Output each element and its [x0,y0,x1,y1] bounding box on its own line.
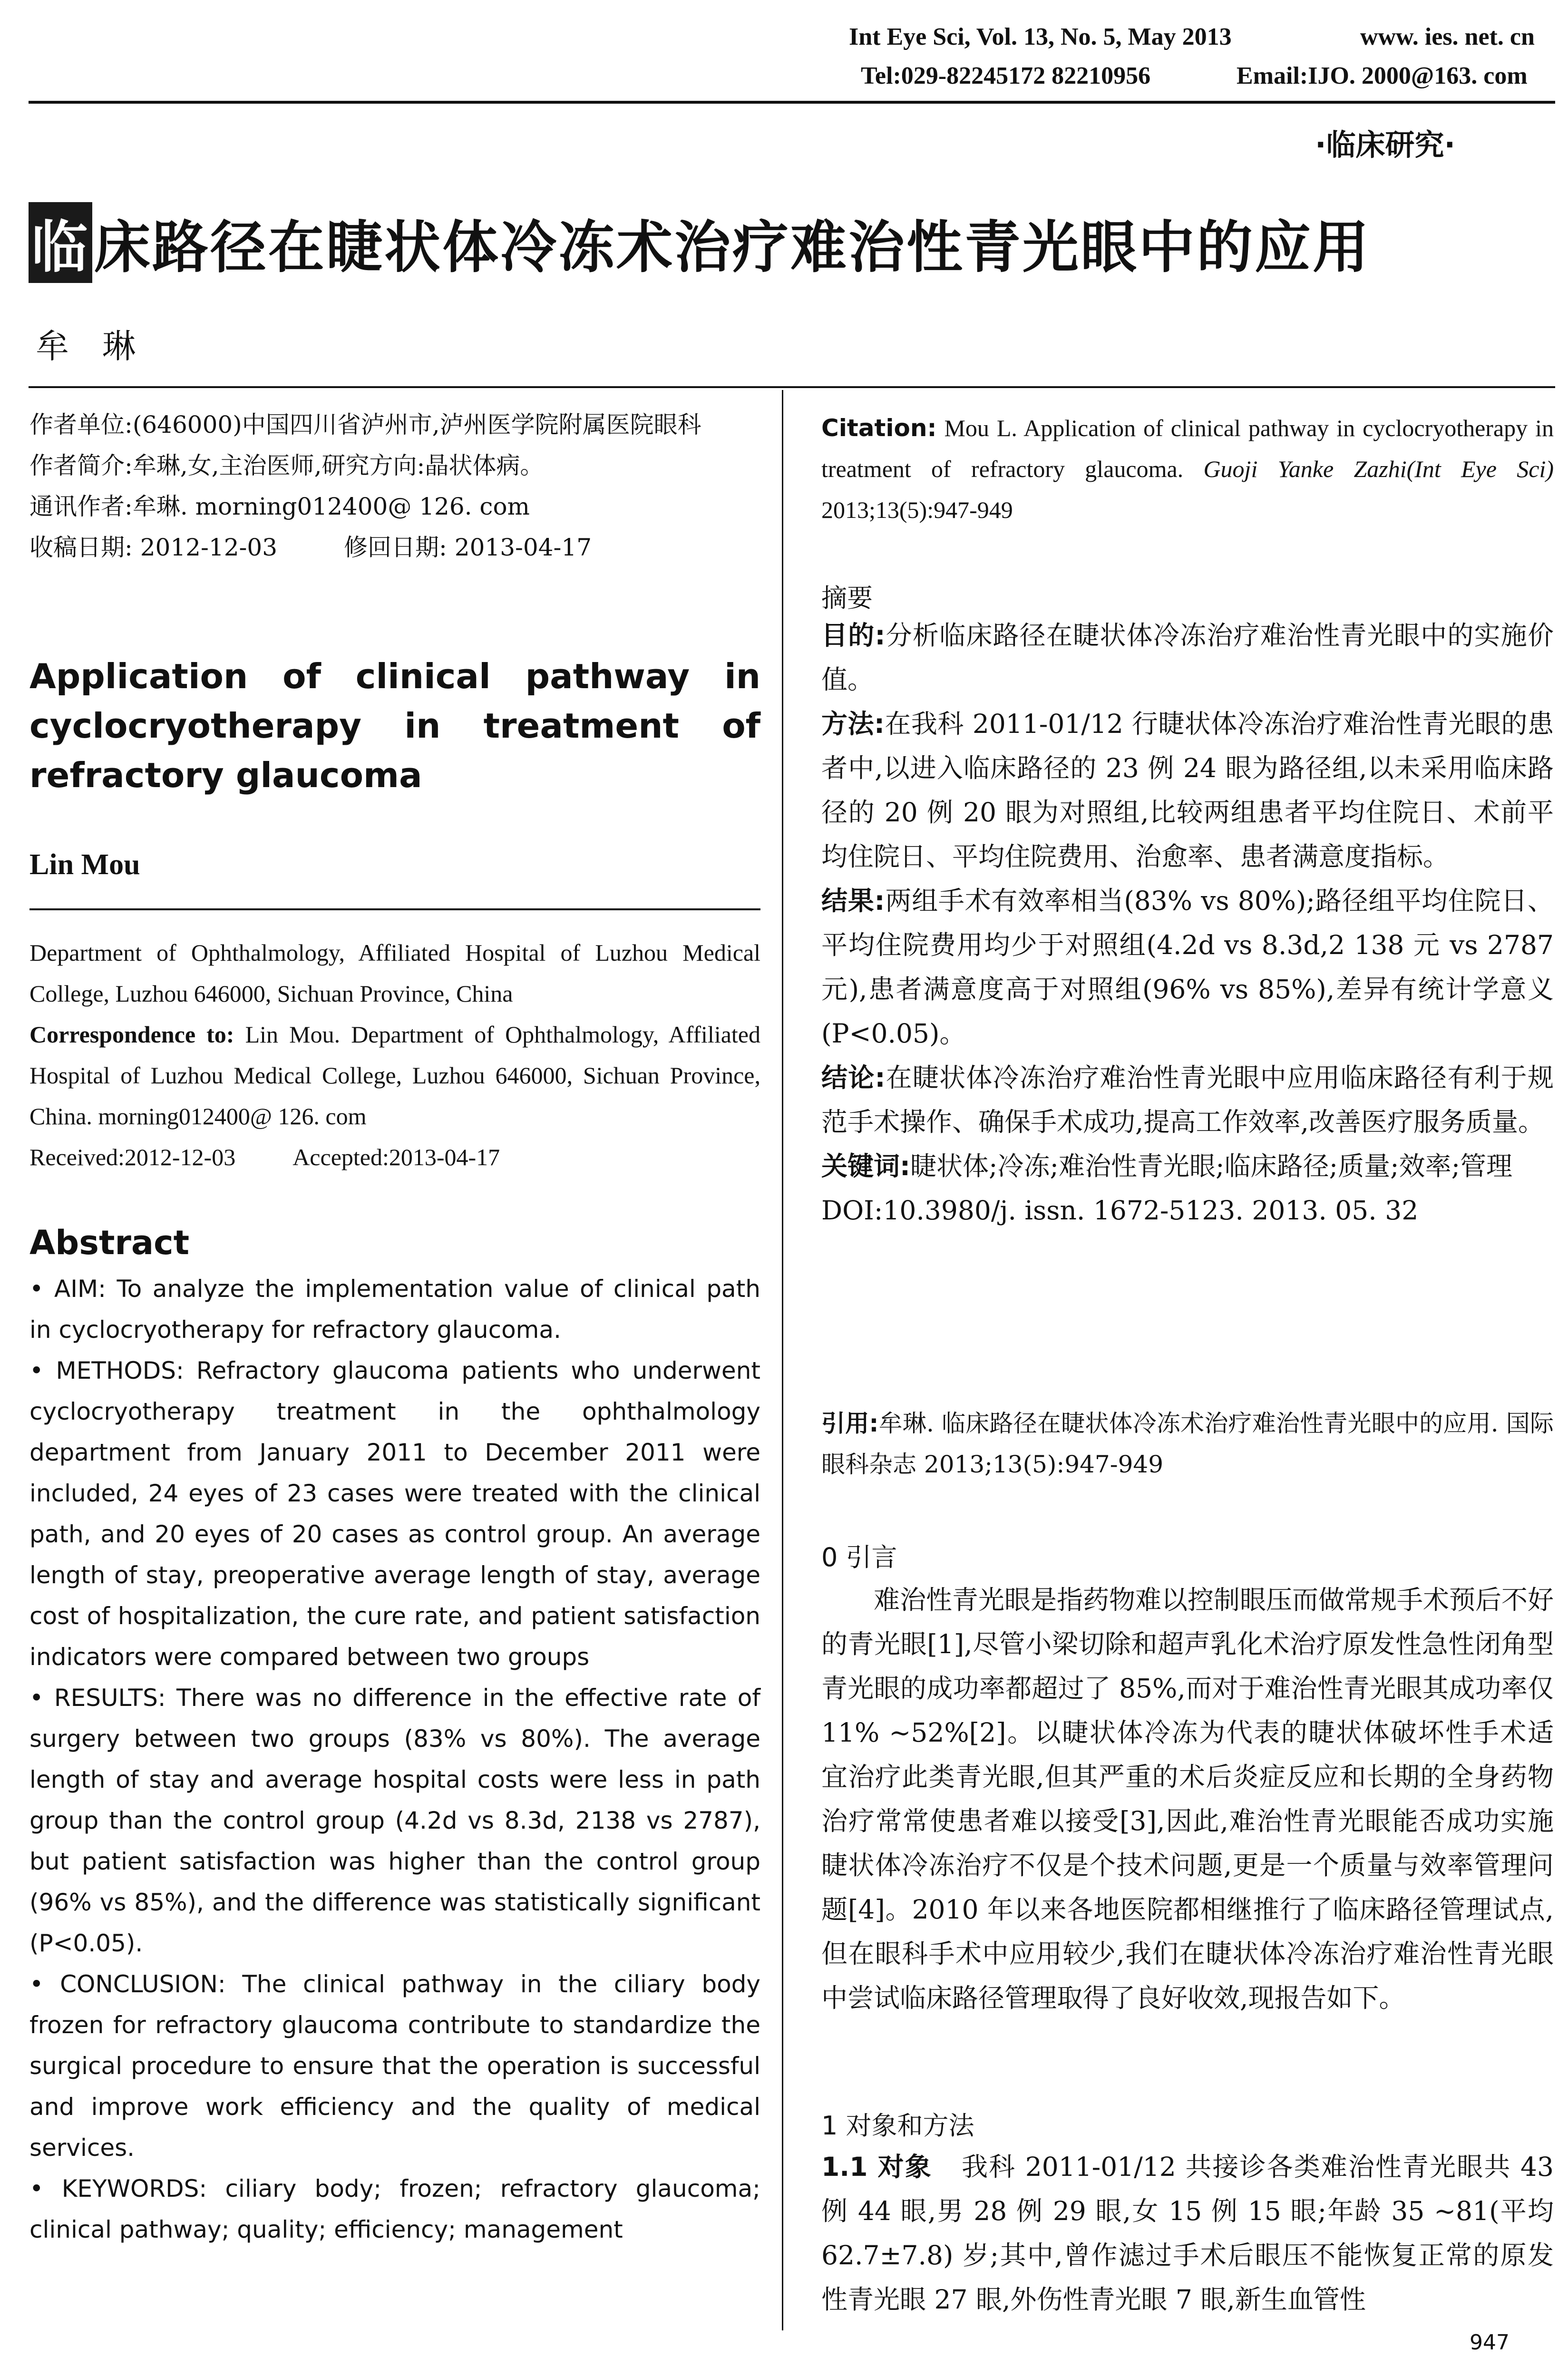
author-bio: 作者简介:牟琳,女,主治医师,研究方向:晶状体病。 [29,452,544,479]
cn-methods-text: 在我科 2011-01/12 行睫状体冷冻治疗难治性青光眼的患者中,以进入临床路径的 23 例 24 眼为路径组,以未采用临床路径的 20 例 20 眼为对照组,比较两组患者平均住院日、术前平均住院日、平均住院费用、治愈率、患者满意度指标。 [821,709,1554,872]
intro-paragraph: 难治性青光眼是指药物难以控制眼压而做常规手术预后不好的青光眼[1],尽管小梁切除和超声乳化术治疗原发性急性闭角型青光眼的成功率都超过了 85%,而对于难治性青光眼其成功率仅 11% ~52%[2]。以睫状体冷冻为代表的睫状体破坏性手术适宜治疗此类青光眼,但其严重的术后炎症反应和长期的全身药物治疗常常使患者难以接受[3],因此,难治性青光眼能否成功实施睫状体冷冻治疗不仅是个技术问题,更是一个质量与效率管理问题[4]。2010 年以来各地医院都相继推行了临床路径管理试点,但在眼科手术中应用较少,我们在睫状体冷冻治疗难治性青光眼中尝试临床路径管理取得了良好收效,现报告如下。 [821,1585,1554,2013]
column-divider [782,390,783,2330]
cn-results-text: 两组手术有效率相当(83% vs 80%);路径组平均住院日、平均住院费用均少于对照组(4.2d vs 8.3d,2 138 元 vs 2787 元),患者满意度高于对照组(96% vs 85%),差异有统计学意义(P<0.05)。 [821,886,1554,1049]
english-title: Application of clinical pathway in cyclocryotherapy in treatment of refractory glaucoma [29,656,760,795]
title-rest: 床路径在睫状体冷冻术治疗难治性青光眼中的应用 [94,214,1371,280]
citation-block [821,408,1554,530]
cn-citation [821,1403,1554,1485]
english-author: Lin Mou [29,848,140,881]
cn-results-label: 结果: [821,886,885,916]
cn-methods-label: 方法: [821,709,885,739]
revised-date: 修回日期: 2013-04-17 [344,534,592,561]
affil-corr-label: Correspondence to: [29,1021,234,1048]
abstract-methods: • METHODS: Refractory glaucoma patients who underwent cyclocryotherapy treatment in the ophthalmology department from January 2011 to December 2011 were included, 24 eyes of 23 cases were treated with the clinical path, and 20 eyes of 20 cases as control group. An average length of stay, preoperative average length of stay, average cost of hospitalization, the cure rate, and patient satisfaction indicators were compared between two groups [29,1357,760,1671]
methods-body [821,2145,1554,2322]
author-corr: 通讯作者:牟琳. morning012400@ 126. com [29,493,530,520]
cn-conclusion [821,1056,1554,1144]
cn-conclusion-label: 结论: [821,1062,886,1093]
cn-citation-label: 引用: [821,1410,879,1437]
abstract-conclusion: • CONCLUSION: The clinical pathway in the ciliary body frozen for refractory glaucoma contribute to standardize the surgical procedure to ensure that the operation is successful and improve work efficiency and the quality of medical services. [29,1970,760,2162]
title-rule [29,386,1555,388]
cn-aim-label: 目的: [821,620,886,651]
abstract-keywords: • KEYWORDS: ciliary body; frozen; refractory glaucoma; clinical pathway; quality; efficiency; management [29,2175,760,2243]
cn-results [821,879,1554,1056]
cn-conclusion-text: 在睫状体冷冻治疗难治性青光眼中应用临床路径有利于规范手术操作、确保手术成功,提高工作效率,改善医疗服务质量。 [821,1062,1554,1137]
abstract-results: • RESULTS: There was no difference in the effective rate of surgery between two groups (83% vs 80%). The average length of stay and average hospital costs were less in path group than the control group (4.2d vs 8.3d, 2138 vs 2787), but patient satisfaction was higher than the control group (96% vs 85%), and the difference was statistically significant (P<0.05). [29,1684,760,1957]
methods-text: 我科 2011-01/12 共接诊各类难治性青光眼共 43 例 44 眼,男 28 例 29 眼,女 15 例 15 眼;年龄 35 ~81(平均 62.7±7.8) 岁;其中,曾作滤过手术后眼压不能恢复正常的原发性青光眼 27 眼,外伤性青光眼 7 眼,新生血管性 [821,2152,1554,2315]
affil-received: Received:2012-12-03 [29,1144,236,1170]
journal-email[interactable]: Email:IJO. 2000@163. com [1237,62,1528,89]
dates-line [29,527,769,568]
affil-dates [29,1137,760,1178]
header-rule [29,101,1555,104]
cn-aim-text: 分析临床路径在睫状体冷冻治疗难治性青光眼中的实施价值。 [821,620,1554,695]
section-label: ·临床研究· [1315,127,1456,162]
abstract-body [29,1268,760,2250]
journal-website[interactable]: www. ies. net. cn [1360,23,1535,50]
affil-accepted: Accepted:2013-04-17 [292,1144,500,1170]
english-author-rule [29,908,760,910]
cn-aim [821,614,1554,702]
title-initial: 临 [29,202,92,283]
author-unit: 作者单位:(646000)中国四川省泸州市,泸州医学院附属医院眼科 [29,411,701,438]
citation-text: Mou L. Application of clinical pathway in cyclocryotherapy in treatment of refractory glaucoma. [821,415,1554,482]
cn-keywords [821,1144,1554,1188]
english-affiliation [29,932,760,1178]
journal-info: Int Eye Sci, Vol. 13, No. 5, May 2013 [849,23,1232,50]
methods-heading: 1 对象和方法 [821,2111,974,2141]
affil-dept: Department of Ophthalmology, Affiliated Hospital of Luzhou Medical College, Luzhou 646000, Sichuan Province, China [29,939,760,1007]
abstract-aim: • AIM: To analyze the implementation value of clinical path in cyclocryotherapy for refractory glaucoma. [29,1275,760,1344]
cn-abstract-body [821,614,1554,1233]
cn-citation-text: 牟琳. 临床路径在睫状体冷冻术治疗难治性青光眼中的应用. 国际眼科杂志 2013;13(5):947-949 [821,1410,1554,1478]
methods-sub-label: 1.1 对象 [821,2152,932,2182]
cn-methods [821,702,1554,879]
citation-label: Citation: [821,414,937,442]
author-cn: 牟 琳 [36,327,136,366]
intro-heading: 0 引言 [821,1542,897,1572]
abstract-heading: Abstract [29,1223,190,1262]
methods-paragraph [821,2145,1554,2322]
citation-tail: 2013;13(5):947-949 [821,497,1013,523]
cn-abstract-heading: 摘要 [821,583,873,613]
cn-doi: DOI:10.3980/j. issn. 1672-5123. 2013. 05. 32 [821,1195,1419,1226]
page-number: 947 [1470,2330,1510,2355]
author-info [29,404,769,568]
affil-corr-text: Lin Mou. Department of Ophthalmology, Affiliated Hospital of Luzhou Medical College, Luzhou 646000, Sichuan Province, China. morning012400@ 126. com [29,1021,760,1130]
journal-tel: Tel:029-82245172 82210956 [861,62,1151,89]
citation-journal: Guoji Yanke Zazhi(Int Eye Sci) [1203,456,1554,482]
affil-corr [29,1014,760,1137]
cn-keywords-text: 睫状体;冷冻;难治性青光眼;临床路径;质量;效率;管理 [910,1151,1513,1181]
cn-keywords-label: 关键词: [821,1151,910,1181]
intro-body [821,1578,1554,2020]
received-date: 收稿日期: 2012-12-03 [29,534,278,561]
article-title [29,202,1371,283]
